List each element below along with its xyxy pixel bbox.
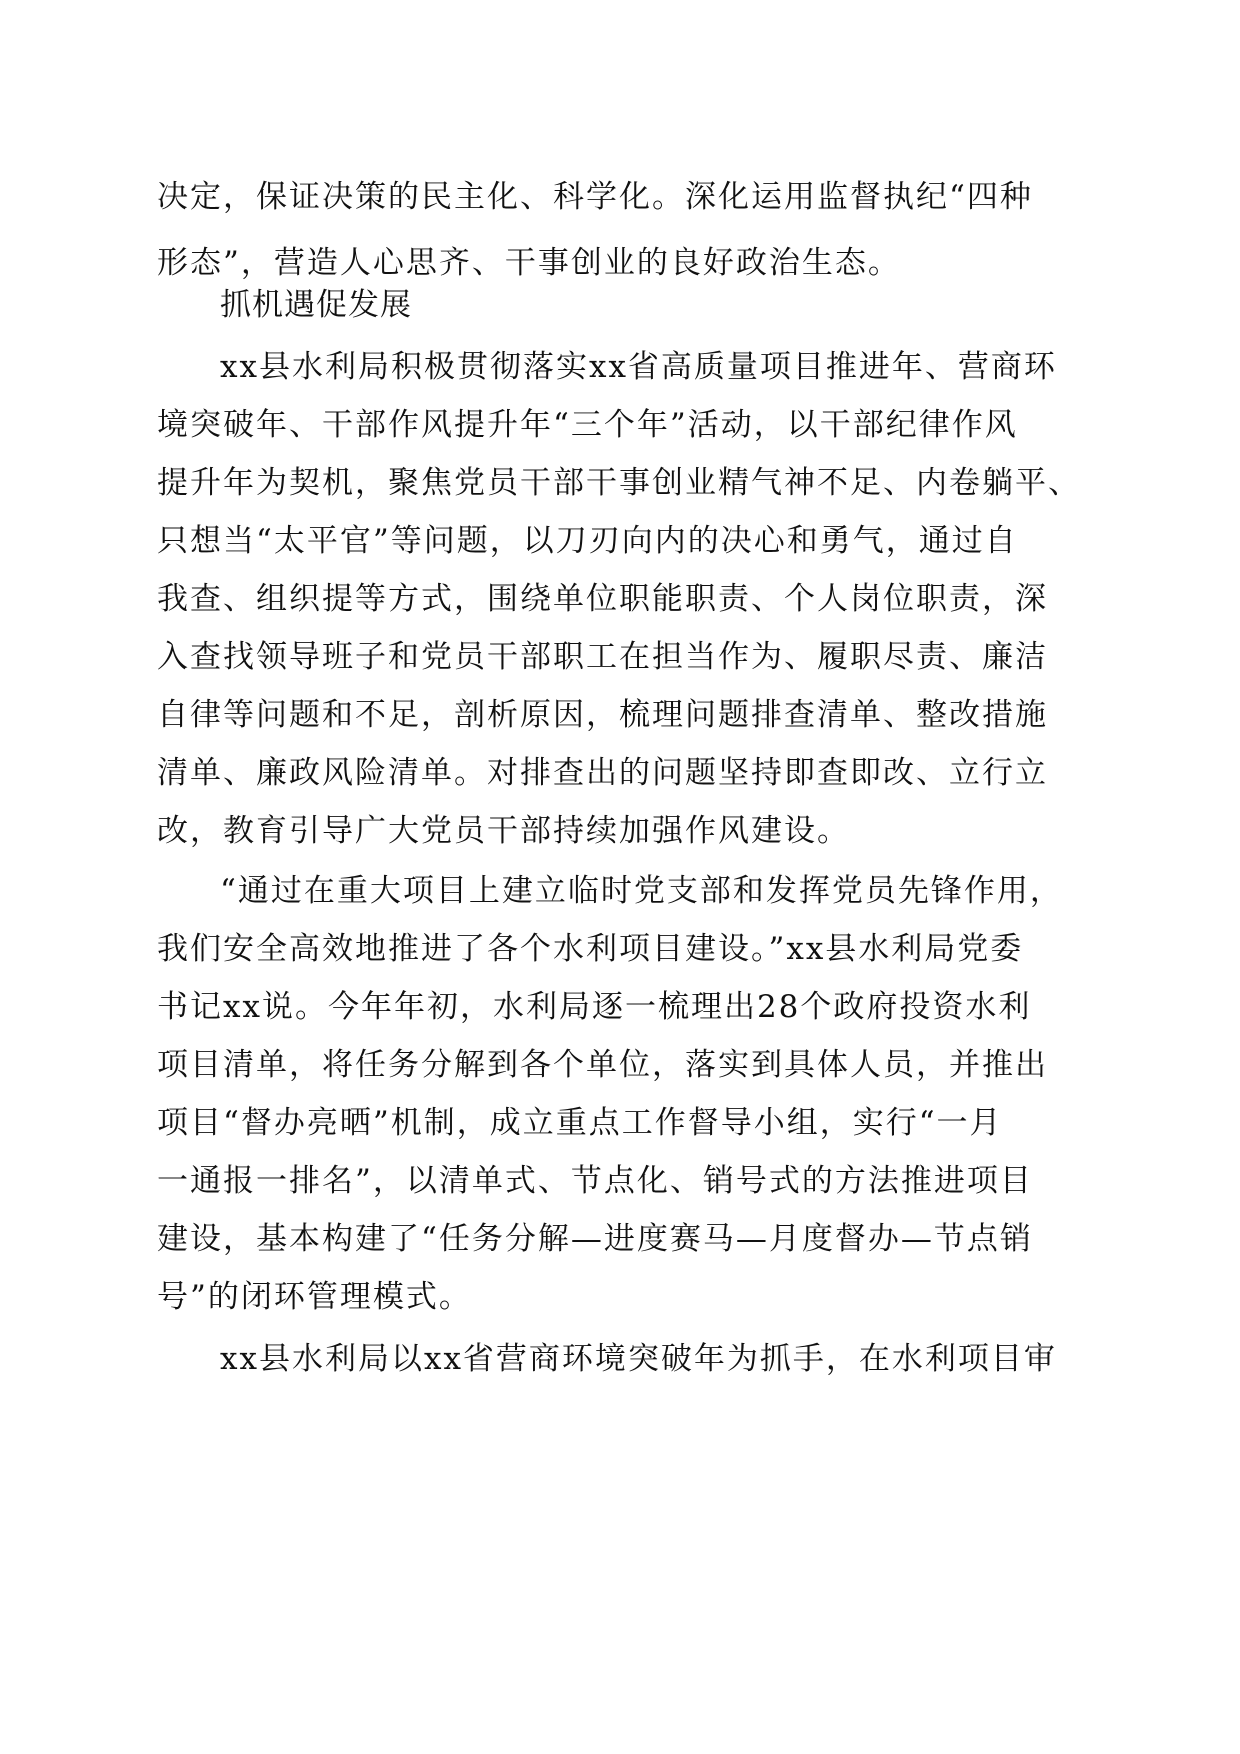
section-heading: 抓机遇促发展	[220, 287, 412, 323]
text-line: 形态”，营造人心思齐、干事创业的良好政治生态。	[157, 245, 901, 281]
text-line: 我们安全高效地推进了各个水利项目建设。”xx县水利局党委	[157, 931, 1024, 967]
text-line: 书记xx说。今年年初，水利局逐一梳理出28个政府投资水利	[157, 989, 1032, 1025]
text-line: 我查、组织提等方式，围绕单位职能职责、个人岗位职责，深	[157, 581, 1048, 617]
text-line: “通过在重大项目上建立临时党支部和发挥党员先锋作用，	[220, 873, 1063, 909]
text-line: xx县水利局以xx省营商环境突破年为抓手，在水利项目审	[220, 1341, 1057, 1377]
text-line: 自律等问题和不足，剖析原因，梳理问题排查清单、整改措施	[157, 697, 1048, 733]
text-line: xx县水利局积极贯彻落实xx省高质量项目推进年、营商环	[220, 349, 1057, 385]
text-line: 项目“督办亮晒”机制，成立重点工作督导小组，实行“一月	[157, 1105, 1003, 1141]
text-line: 清单、廉政风险清单。对排查出的问题坚持即查即改、立行立	[157, 755, 1048, 791]
text-line: 号”的闭环管理模式。	[157, 1279, 472, 1315]
text-line: 只想当“太平官”等问题，以刀刃向内的决心和勇气，通过自	[157, 523, 1018, 559]
text-line: 境突破年、干部作风提升年“三个年”活动，以干部纪律作风	[157, 407, 1018, 443]
text-line: 改，教育引导广大党员干部持续加强作风建设。	[157, 813, 850, 849]
text-line: 入查找领导班子和党员干部职工在担当作为、履职尽责、廉洁	[157, 639, 1048, 675]
text-line: 建设，基本构建了“任务分解—进度赛马—月度督办—节点销	[157, 1221, 1033, 1257]
text-line: 决定，保证决策的民主化、科学化。深化运用监督执纪“四种	[157, 179, 1033, 215]
text-line: 一通报一排名”，以清单式、节点化、销号式的方法推进项目	[157, 1163, 1033, 1199]
text-line: 提升年为契机，聚焦党员干部干事创业精气神不足、内卷躺平、	[157, 465, 1081, 501]
text-line: 项目清单，将任务分解到各个单位，落实到具体人员，并推出	[157, 1047, 1048, 1083]
